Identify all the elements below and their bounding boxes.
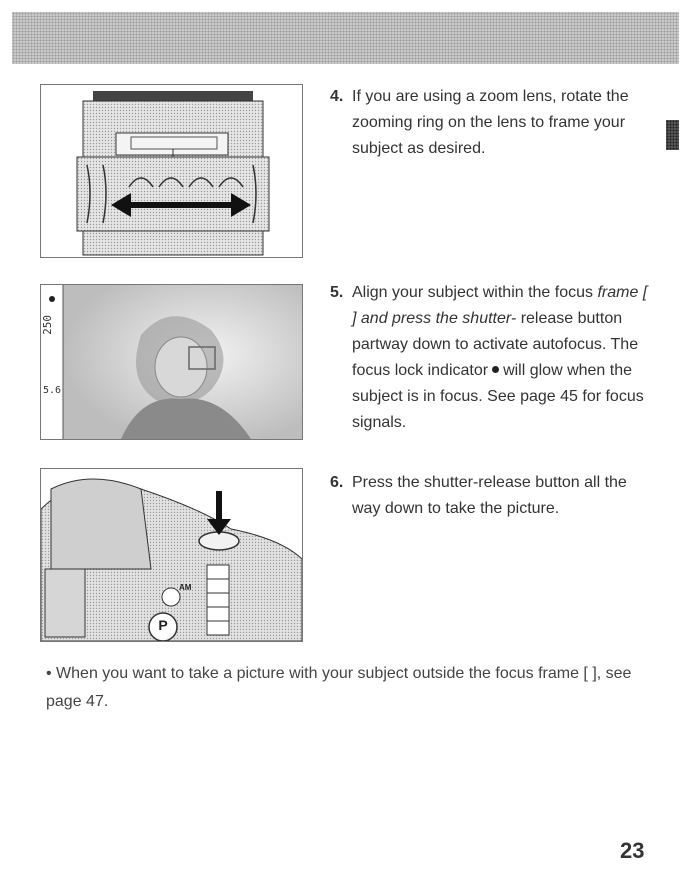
zoom-lens-illustration [40, 84, 303, 258]
section-tab-marker [666, 120, 679, 150]
header-band [12, 12, 679, 64]
step-5 [330, 280, 650, 436]
focus-lock-indicator-icon [492, 366, 499, 373]
note-focus-frame: • When you want to take a picture with your subject outside the focus frame [ ], see page 47. [46, 665, 632, 710]
step-number: 4. [330, 88, 344, 105]
focus-frame-text: frame [ ] and press the shutter- [352, 284, 648, 327]
viewfinder-illustration [40, 284, 303, 440]
viewfinder-aperture-readout: 5.6 [42, 385, 62, 396]
step-6 [330, 470, 650, 522]
viewfinder-shutter-readout: 250 [41, 315, 54, 335]
page-number: 23 [620, 838, 645, 863]
step-text: If you are using a zoom lens, rotate the zooming ring on the lens to frame your subject as desired. [352, 88, 629, 157]
step-4 [330, 84, 650, 162]
mode-p-label: P [158, 617, 168, 633]
camera-shutter-illustration [40, 468, 303, 642]
step-text: Press the shutter-release button all the way down to take the picture. [352, 474, 627, 517]
step-text: Align your subject within the focus frame [ ] and press the shutter- release button partway down to activate autofocus. The focus lock indicator will glow when the subject is in focus. See page 45 for focus signals. [352, 284, 648, 431]
dial-am-label: AM [179, 583, 192, 592]
step-number: 5. [330, 284, 344, 301]
step-number: 6. [330, 474, 344, 491]
